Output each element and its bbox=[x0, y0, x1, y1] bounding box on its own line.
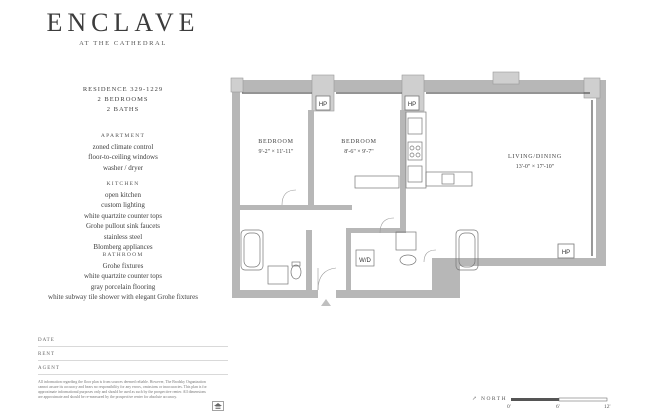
window-lines bbox=[242, 93, 592, 256]
residence-baths: 2 BATHS bbox=[106, 106, 140, 113]
bedroom1-dims: 9'-2" × 11'-11" bbox=[258, 149, 294, 155]
living-dims: 13'-0" × 17'-10" bbox=[515, 164, 555, 170]
bathroom-feature: white subway tile shower with elegant Grohe fixtures bbox=[48, 293, 198, 301]
kitchen-feature: custom lighting bbox=[101, 201, 145, 209]
bathroom-title: BATHROOM bbox=[102, 252, 144, 258]
apartment-title: APARTMENT bbox=[100, 133, 146, 139]
north-arrow-icon: ↗ bbox=[472, 396, 479, 402]
residence-number: RESIDENCE 329-1229 bbox=[82, 86, 164, 93]
scale-mid: 6' bbox=[556, 404, 560, 410]
entry-arrow-icon bbox=[321, 299, 331, 306]
kitchen-feature: open kitchen bbox=[105, 190, 141, 199]
svg-text:HP: HP bbox=[561, 250, 571, 256]
brand-name: ENCLAVE bbox=[46, 8, 200, 37]
north-label: NORTH bbox=[480, 396, 508, 402]
apartment-feature: floor-to-ceiling windows bbox=[88, 153, 158, 161]
north-indicator bbox=[472, 396, 507, 402]
bedroom2-label: BEDROOM bbox=[341, 139, 377, 145]
apartment-feature: washer / dryer bbox=[102, 163, 144, 172]
svg-text:HP: HP bbox=[407, 102, 417, 108]
residence-bedrooms: 2 BEDROOMS bbox=[97, 96, 149, 103]
kitchen-feature: Blomberg appliances bbox=[93, 243, 153, 251]
living-label: LIVING/DINING bbox=[507, 154, 563, 160]
brand-subtitle: AT THE CATHEDRAL bbox=[79, 40, 167, 47]
kitchen-feature: Grohe pullout sink faucets bbox=[85, 222, 161, 230]
apartment-feature: zoned climate control bbox=[92, 142, 154, 151]
bedroom1-label: BEDROOM bbox=[258, 139, 294, 145]
kitchen-feature: white quartzite counter tops bbox=[84, 211, 162, 220]
kitchen-feature: stainless steel bbox=[103, 232, 143, 241]
date-label: DATE bbox=[38, 338, 55, 343]
bathroom-feature: white quartzite counter tops bbox=[84, 272, 162, 280]
disclaimer: All information regarding the floor plan is from sources deemed reliable. However, The Brodsky Organization cannot assure its accuracy and bears no responsibility for any errors, omissions or inaccuracies. This plan is for approximate informational purposes only and should be used as such by the prospective renter. All dimensions are approximate and should be re-measured by the prospective renter for absolute accuracy. bbox=[38, 380, 207, 399]
bedroom2-dims: 8'-6" × 9'-7" bbox=[344, 149, 374, 155]
rent-label: RENT bbox=[38, 352, 56, 357]
scale-end: 12' bbox=[604, 404, 611, 410]
scale-zero: 0' bbox=[507, 404, 511, 410]
scale-bar bbox=[511, 398, 607, 401]
bathroom-feature: gray porcelain flooring bbox=[90, 282, 156, 291]
bathroom-feature: Grohe fixtures bbox=[102, 261, 144, 270]
interior-walls bbox=[240, 110, 406, 290]
exterior-walls bbox=[232, 80, 606, 298]
svg-text:HP: HP bbox=[318, 102, 328, 108]
kitchen-title: KITCHEN bbox=[106, 181, 140, 187]
agent-label: AGENT bbox=[38, 366, 60, 371]
wd-label: W/D bbox=[359, 258, 371, 264]
